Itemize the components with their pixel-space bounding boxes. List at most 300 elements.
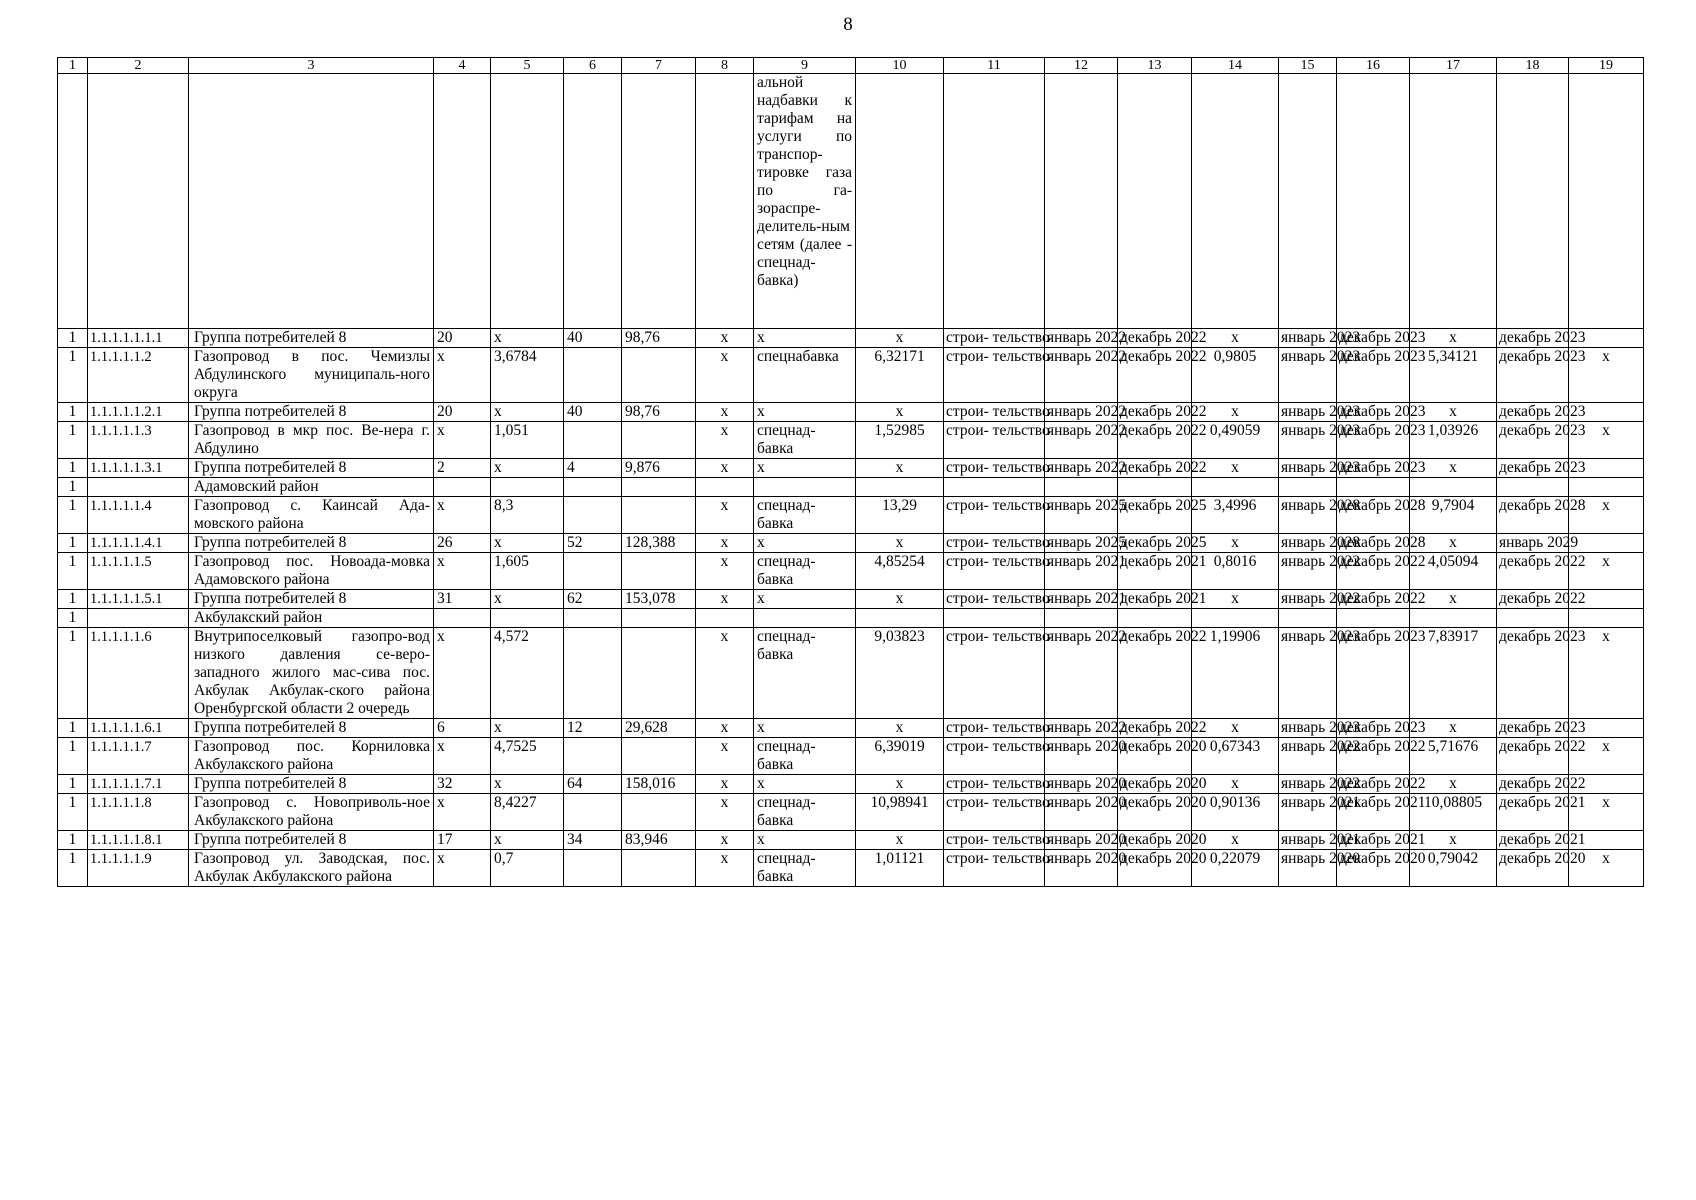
table-cell: x bbox=[1569, 497, 1644, 534]
table-cell: 1 bbox=[58, 534, 88, 553]
table-cell: x bbox=[434, 348, 491, 403]
table-cell: январь 2022 bbox=[1045, 628, 1118, 719]
table-cell: x bbox=[856, 831, 944, 850]
table-cell: декабрь 2022 bbox=[1497, 553, 1569, 590]
table-cell bbox=[696, 478, 754, 497]
table-cell: 4,05094 bbox=[1410, 553, 1497, 590]
table-cell bbox=[564, 553, 622, 590]
table-cell: 1,01121 bbox=[856, 850, 944, 887]
table-cell: 1 bbox=[58, 478, 88, 497]
column-number-cell: 11 bbox=[944, 58, 1045, 74]
table-cell: Группа потребителей 8 bbox=[189, 719, 434, 738]
table-cell: январь 2022 bbox=[1279, 738, 1337, 775]
investment-program-table bbox=[57, 57, 1644, 887]
table-cell: Газопровод в пос. Чемизлы Абдулинского муниципаль-ного округа bbox=[189, 348, 434, 403]
table-cell: x bbox=[696, 775, 754, 794]
table-cell: x bbox=[434, 738, 491, 775]
table-cell: 3,6784 bbox=[491, 348, 564, 403]
table-cell: январь 2023 bbox=[1279, 459, 1337, 478]
table-cell bbox=[491, 609, 564, 628]
table-cell: декабрь 2022 bbox=[1118, 403, 1192, 422]
table-cell: x bbox=[696, 794, 754, 831]
table-cell: x bbox=[856, 534, 944, 553]
table-cell: декабрь 2023 bbox=[1497, 628, 1569, 719]
table-cell: x bbox=[696, 348, 754, 403]
column-number-header bbox=[58, 58, 1644, 74]
table-cell: Группа потребителей 8 bbox=[189, 775, 434, 794]
column-number-cell: 9 bbox=[754, 58, 856, 74]
table-cell: декабрь 2023 bbox=[1337, 422, 1410, 459]
table-cell: x bbox=[1569, 738, 1644, 775]
table-cell: январь 2021 bbox=[1279, 831, 1337, 850]
table-cell: 1 bbox=[58, 459, 88, 478]
table-cell: x bbox=[754, 329, 856, 348]
table-cell bbox=[564, 478, 622, 497]
table-cell: 6,39019 bbox=[856, 738, 944, 775]
table-cell: спецнад- бавка bbox=[754, 794, 856, 831]
table-cell bbox=[434, 74, 491, 329]
table-cell: x bbox=[1569, 348, 1644, 403]
table-cell: x bbox=[1192, 403, 1279, 422]
table-row bbox=[58, 459, 1644, 478]
table-cell: 1.1.1.1.1.5 bbox=[88, 553, 189, 590]
table-cell: Акбулакский район bbox=[189, 609, 434, 628]
table-cell: январь 2025 bbox=[1045, 497, 1118, 534]
column-number-cell: 2 bbox=[88, 58, 189, 74]
table-cell: 158,016 bbox=[622, 775, 696, 794]
table-cell: январь 2022 bbox=[1045, 403, 1118, 422]
table-cell: x bbox=[1192, 534, 1279, 553]
table-cell: спецнад- бавка bbox=[754, 553, 856, 590]
table-cell bbox=[856, 478, 944, 497]
table-cell: 6,32171 bbox=[856, 348, 944, 403]
table-cell: строи- тельство bbox=[944, 553, 1045, 590]
table-cell: x bbox=[1569, 794, 1644, 831]
table-cell: 1.1.1.1.1.9 bbox=[88, 850, 189, 887]
table-cell: январь 2029 bbox=[1497, 534, 1569, 553]
table-cell: 10,08805 bbox=[1410, 794, 1497, 831]
table-cell: 153,078 bbox=[622, 590, 696, 609]
table-cell: x bbox=[434, 850, 491, 887]
table-cell: январь 2022 bbox=[1045, 329, 1118, 348]
table-cell: x bbox=[754, 534, 856, 553]
table-cell: 1.1.1.1.1.2.1 bbox=[88, 403, 189, 422]
table-cell: декабрь 2020 bbox=[1118, 831, 1192, 850]
table-cell bbox=[564, 609, 622, 628]
table-cell: декабрь 2023 bbox=[1337, 329, 1410, 348]
table-cell: Группа потребителей 8 bbox=[189, 403, 434, 422]
table-cell: x bbox=[856, 590, 944, 609]
table-cell: x bbox=[1410, 590, 1497, 609]
table-cell: Адамовский район bbox=[189, 478, 434, 497]
table-cell: 34 bbox=[564, 831, 622, 850]
table-cell: 1.1.1.1.1.3.1 bbox=[88, 459, 189, 478]
column-number-cell: 4 bbox=[434, 58, 491, 74]
header-row bbox=[58, 58, 1644, 74]
table-cell: 8,4227 bbox=[491, 794, 564, 831]
table-cell bbox=[1279, 478, 1337, 497]
table-cell: x bbox=[696, 553, 754, 590]
table-cell: x bbox=[696, 403, 754, 422]
district-heading-row bbox=[58, 478, 1644, 497]
table-cell: январь 2020 bbox=[1045, 850, 1118, 887]
table-cell: x bbox=[1410, 719, 1497, 738]
table-cell: январь 2020 bbox=[1045, 775, 1118, 794]
table-cell: строи- тельство bbox=[944, 850, 1045, 887]
table-row bbox=[58, 348, 1644, 403]
table-cell: декабрь 2020 bbox=[1497, 850, 1569, 887]
table-cell: январь 2021 bbox=[1045, 590, 1118, 609]
table-cell: строи- тельство bbox=[944, 348, 1045, 403]
table-cell bbox=[856, 609, 944, 628]
table-row bbox=[58, 422, 1644, 459]
table-cell: x bbox=[1192, 775, 1279, 794]
table-cell: x bbox=[434, 794, 491, 831]
table-cell: x bbox=[696, 422, 754, 459]
table-cell: декабрь 2028 bbox=[1337, 497, 1410, 534]
table-cell: 40 bbox=[564, 403, 622, 422]
table-cell bbox=[1337, 478, 1410, 497]
table-cell bbox=[189, 74, 434, 329]
table-row bbox=[58, 850, 1644, 887]
table-cell: декабрь 2023 bbox=[1337, 628, 1410, 719]
table-cell: 1 bbox=[58, 348, 88, 403]
table-cell: 4,7525 bbox=[491, 738, 564, 775]
table-cell: январь 2021 bbox=[1279, 794, 1337, 831]
table-cell bbox=[1569, 74, 1644, 329]
table-cell: x bbox=[1192, 590, 1279, 609]
table-cell: декабрь 2023 bbox=[1497, 719, 1569, 738]
table-cell: x bbox=[1410, 403, 1497, 422]
table-cell bbox=[1045, 74, 1118, 329]
table-cell bbox=[564, 850, 622, 887]
table-cell: x bbox=[1569, 553, 1644, 590]
table-cell: 1 bbox=[58, 497, 88, 534]
table-cell: январь 2023 bbox=[1279, 348, 1337, 403]
table-cell: строи- тельство bbox=[944, 403, 1045, 422]
table-cell: x bbox=[434, 553, 491, 590]
table-cell: 1 bbox=[58, 329, 88, 348]
table-cell: декабрь 2023 bbox=[1497, 422, 1569, 459]
table-cell: 1 bbox=[58, 590, 88, 609]
table-cell bbox=[564, 422, 622, 459]
table-cell: 12 bbox=[564, 719, 622, 738]
column-number-cell: 12 bbox=[1045, 58, 1118, 74]
table-cell: x bbox=[1410, 775, 1497, 794]
table-cell: x bbox=[434, 422, 491, 459]
table-cell: 6 bbox=[434, 719, 491, 738]
table-cell: декабрь 2022 bbox=[1118, 329, 1192, 348]
table-cell bbox=[434, 478, 491, 497]
column-number-cell: 15 bbox=[1279, 58, 1337, 74]
table-cell: 1 bbox=[58, 775, 88, 794]
table-cell: январь 2023 bbox=[1279, 403, 1337, 422]
column-number-cell: 18 bbox=[1497, 58, 1569, 74]
table-cell: строи- тельство bbox=[944, 459, 1045, 478]
table-cell: 1 bbox=[58, 553, 88, 590]
table-cell: x bbox=[1410, 534, 1497, 553]
table-cell bbox=[1337, 74, 1410, 329]
table-cell: 0,9805 bbox=[1192, 348, 1279, 403]
table-cell: 3,4996 bbox=[1192, 497, 1279, 534]
table-cell: x bbox=[754, 719, 856, 738]
table-cell: январь 2020 bbox=[1045, 794, 1118, 831]
table-cell bbox=[1497, 478, 1569, 497]
column-number-cell: 17 bbox=[1410, 58, 1497, 74]
table-cell: x bbox=[491, 719, 564, 738]
table-cell bbox=[856, 74, 944, 329]
table-cell: декабрь 2020 bbox=[1118, 794, 1192, 831]
column-number-cell: 7 bbox=[622, 58, 696, 74]
table-cell bbox=[622, 478, 696, 497]
table-cell bbox=[1045, 478, 1118, 497]
table-cell: строи- тельство bbox=[944, 738, 1045, 775]
table-cell: строи- тельство bbox=[944, 329, 1045, 348]
table-cell: x bbox=[491, 403, 564, 422]
column-number-cell: 6 bbox=[564, 58, 622, 74]
table-row bbox=[58, 403, 1644, 422]
table-cell: Внутрипоселковый газопро-вод низкого давления се-веро-западного жилого мас-сива пос. Акбулак Акбулак-ского района Оренбургской области 2 очередь bbox=[189, 628, 434, 719]
table-cell: 1,19906 bbox=[1192, 628, 1279, 719]
table-cell: 1 bbox=[58, 609, 88, 628]
table-cell: 1 bbox=[58, 628, 88, 719]
table-cell: спецнабавка bbox=[754, 348, 856, 403]
table-cell: альной надбавки к тарифам на услуги по транспор-тировке газа по га-зораспре-делитель-ным сетям (далее - спецнад-бавка) bbox=[754, 74, 856, 329]
table-cell: спецнад- бавка bbox=[754, 738, 856, 775]
table-cell bbox=[622, 609, 696, 628]
table-cell: x bbox=[491, 775, 564, 794]
table-cell: январь 2022 bbox=[1279, 590, 1337, 609]
table-cell bbox=[1410, 74, 1497, 329]
table-cell: Группа потребителей 8 bbox=[189, 329, 434, 348]
table-cell: Газопровод в мкр пос. Ве-нера г. Абдулино bbox=[189, 422, 434, 459]
table-cell: 20 bbox=[434, 403, 491, 422]
table-cell: Группа потребителей 8 bbox=[189, 831, 434, 850]
table-cell: декабрь 2021 bbox=[1118, 590, 1192, 609]
table-cell bbox=[622, 850, 696, 887]
table-cell: x bbox=[856, 719, 944, 738]
table-cell: 4,85254 bbox=[856, 553, 944, 590]
table-cell: 0,49059 bbox=[1192, 422, 1279, 459]
table-row bbox=[58, 738, 1644, 775]
table-cell: 13,29 bbox=[856, 497, 944, 534]
table-cell: декабрь 2020 bbox=[1118, 850, 1192, 887]
table-row bbox=[58, 534, 1644, 553]
table-cell: декабрь 2023 bbox=[1337, 403, 1410, 422]
table-cell: 4,572 bbox=[491, 628, 564, 719]
table-cell: x bbox=[696, 497, 754, 534]
table-cell: декабрь 2025 bbox=[1118, 534, 1192, 553]
table-cell bbox=[564, 348, 622, 403]
table-cell: декабрь 2022 bbox=[1337, 738, 1410, 775]
table-cell: декабрь 2025 bbox=[1118, 497, 1192, 534]
table-cell: 1.1.1.1.1.6 bbox=[88, 628, 189, 719]
table-cell: декабрь 2022 bbox=[1497, 775, 1569, 794]
table-cell bbox=[491, 74, 564, 329]
table-cell: 1.1.1.1.1.6.1 bbox=[88, 719, 189, 738]
table-row bbox=[58, 794, 1644, 831]
table-cell: 7,83917 bbox=[1410, 628, 1497, 719]
table-cell: январь 2021 bbox=[1045, 553, 1118, 590]
table-cell: 10,98941 bbox=[856, 794, 944, 831]
table-cell: 9,7904 bbox=[1410, 497, 1497, 534]
table-cell: январь 2022 bbox=[1045, 422, 1118, 459]
table-cell bbox=[1497, 74, 1569, 329]
table-row bbox=[58, 628, 1644, 719]
table-cell bbox=[1045, 609, 1118, 628]
table-cell: спецнад- бавка bbox=[754, 422, 856, 459]
table-cell: Группа потребителей 8 bbox=[189, 590, 434, 609]
table-cell bbox=[944, 609, 1045, 628]
table-cell: декабрь 2022 bbox=[1337, 590, 1410, 609]
table-cell: декабрь 2022 bbox=[1497, 590, 1569, 609]
table-cell bbox=[944, 74, 1045, 329]
column-number-cell: 5 bbox=[491, 58, 564, 74]
table-cell: 1 bbox=[58, 850, 88, 887]
table-cell bbox=[1192, 478, 1279, 497]
table-cell: x bbox=[754, 403, 856, 422]
table-body bbox=[58, 74, 1644, 887]
table-cell: Газопровод пос. Корниловка Акбулакского района bbox=[189, 738, 434, 775]
table-cell: 1 bbox=[58, 794, 88, 831]
table-cell: январь 2028 bbox=[1279, 534, 1337, 553]
column-number-cell: 14 bbox=[1192, 58, 1279, 74]
column-number-cell: 8 bbox=[696, 58, 754, 74]
table-cell: 1.1.1.1.1.4.1 bbox=[88, 534, 189, 553]
table-cell: 1.1.1.1.1.4 bbox=[88, 497, 189, 534]
table-cell: 1.1.1.1.1.1.1 bbox=[88, 329, 189, 348]
table-cell: 64 bbox=[564, 775, 622, 794]
table-cell: декабрь 2020 bbox=[1337, 850, 1410, 887]
table-cell: январь 2022 bbox=[1045, 459, 1118, 478]
table-cell: Газопровод ул. Заводская, пос. Акбулак Акбулакского района bbox=[189, 850, 434, 887]
table-cell: 83,946 bbox=[622, 831, 696, 850]
table-cell: x bbox=[696, 459, 754, 478]
table-cell: декабрь 2028 bbox=[1497, 497, 1569, 534]
table-cell: строи- тельство bbox=[944, 590, 1045, 609]
table-cell: январь 2028 bbox=[1279, 497, 1337, 534]
table-cell: 1 bbox=[58, 831, 88, 850]
column-number-cell: 3 bbox=[189, 58, 434, 74]
table-cell: 5,34121 bbox=[1410, 348, 1497, 403]
table-cell: x bbox=[696, 590, 754, 609]
table-cell bbox=[564, 794, 622, 831]
table-row bbox=[58, 497, 1644, 534]
table-cell: декабрь 2022 bbox=[1118, 719, 1192, 738]
table-cell: x bbox=[1569, 422, 1644, 459]
table-cell: строи- тельство bbox=[944, 534, 1045, 553]
table-cell: 9,03823 bbox=[856, 628, 944, 719]
table-cell bbox=[754, 478, 856, 497]
table-cell bbox=[1118, 478, 1192, 497]
table-cell: x bbox=[1192, 831, 1279, 850]
table-cell: декабрь 2028 bbox=[1337, 534, 1410, 553]
table-cell: декабрь 2022 bbox=[1337, 775, 1410, 794]
table-cell bbox=[58, 74, 88, 329]
table-cell: 5,71676 bbox=[1410, 738, 1497, 775]
table-cell bbox=[564, 738, 622, 775]
table-row bbox=[58, 329, 1644, 348]
table-cell: x bbox=[434, 628, 491, 719]
table-cell: Газопровод пос. Новоада-мовка Адамовского района bbox=[189, 553, 434, 590]
page-number: 8 bbox=[843, 14, 853, 35]
table-cell: 20 bbox=[434, 329, 491, 348]
table-cell: 2 bbox=[434, 459, 491, 478]
table-cell bbox=[1192, 74, 1279, 329]
table-cell bbox=[88, 478, 189, 497]
table-cell: 9,876 bbox=[622, 459, 696, 478]
table-cell: x bbox=[856, 329, 944, 348]
table-cell: декабрь 2022 bbox=[1497, 738, 1569, 775]
table-cell: 1.1.1.1.1.7.1 bbox=[88, 775, 189, 794]
table-cell: x bbox=[856, 775, 944, 794]
table-cell: январь 2023 bbox=[1279, 422, 1337, 459]
table-cell: строи- тельство bbox=[944, 422, 1045, 459]
table-cell bbox=[696, 74, 754, 329]
table-cell: спецнад- бавка bbox=[754, 850, 856, 887]
table-cell: январь 2025 bbox=[1045, 534, 1118, 553]
table-cell: x bbox=[434, 497, 491, 534]
table-cell bbox=[1192, 609, 1279, 628]
table-cell: 128,388 bbox=[622, 534, 696, 553]
table-cell: x bbox=[696, 628, 754, 719]
table-cell: декабрь 2021 bbox=[1337, 794, 1410, 831]
table-cell: x bbox=[1192, 459, 1279, 478]
table-cell bbox=[696, 609, 754, 628]
table-cell: 17 bbox=[434, 831, 491, 850]
table-cell: 52 bbox=[564, 534, 622, 553]
table-cell: декабрь 2020 bbox=[1118, 775, 1192, 794]
table-cell bbox=[564, 74, 622, 329]
table-cell: декабрь 2021 bbox=[1337, 831, 1410, 850]
table-cell: январь 2020 bbox=[1279, 850, 1337, 887]
table-cell: 1.1.1.1.1.8 bbox=[88, 794, 189, 831]
column-number-cell: 10 bbox=[856, 58, 944, 74]
table-cell bbox=[1569, 609, 1644, 628]
table-cell: Газопровод с. Новоприволь-ное Акбулакского района bbox=[189, 794, 434, 831]
table-cell: январь 2020 bbox=[1045, 738, 1118, 775]
table-cell: Группа потребителей 8 bbox=[189, 534, 434, 553]
table-cell: 0,8016 bbox=[1192, 553, 1279, 590]
table-cell: строи- тельство bbox=[944, 719, 1045, 738]
table-cell: декабрь 2021 bbox=[1497, 831, 1569, 850]
table-row bbox=[58, 775, 1644, 794]
table-cell: Газопровод с. Каинсай Ада-мовского района bbox=[189, 497, 434, 534]
table-row bbox=[58, 831, 1644, 850]
continuation-row bbox=[58, 74, 1644, 329]
table-cell: 1.1.1.1.1.7 bbox=[88, 738, 189, 775]
table-cell: x bbox=[696, 534, 754, 553]
table-cell bbox=[1410, 478, 1497, 497]
table-cell bbox=[622, 422, 696, 459]
table-cell: строи- тельство bbox=[944, 628, 1045, 719]
table-cell: 1 bbox=[58, 738, 88, 775]
table-cell: январь 2022 bbox=[1279, 553, 1337, 590]
table-cell: x bbox=[754, 775, 856, 794]
table-cell bbox=[1279, 74, 1337, 329]
table-cell: 1.1.1.1.1.8.1 bbox=[88, 831, 189, 850]
table-cell: декабрь 2023 bbox=[1497, 329, 1569, 348]
table-cell: x bbox=[1569, 628, 1644, 719]
table-cell: 4 bbox=[564, 459, 622, 478]
table-cell bbox=[1118, 74, 1192, 329]
table-cell: январь 2023 bbox=[1279, 329, 1337, 348]
table-cell bbox=[88, 609, 189, 628]
table-cell: x bbox=[491, 590, 564, 609]
table-cell bbox=[622, 553, 696, 590]
table-cell bbox=[1279, 609, 1337, 628]
table-cell: 0,79042 bbox=[1410, 850, 1497, 887]
